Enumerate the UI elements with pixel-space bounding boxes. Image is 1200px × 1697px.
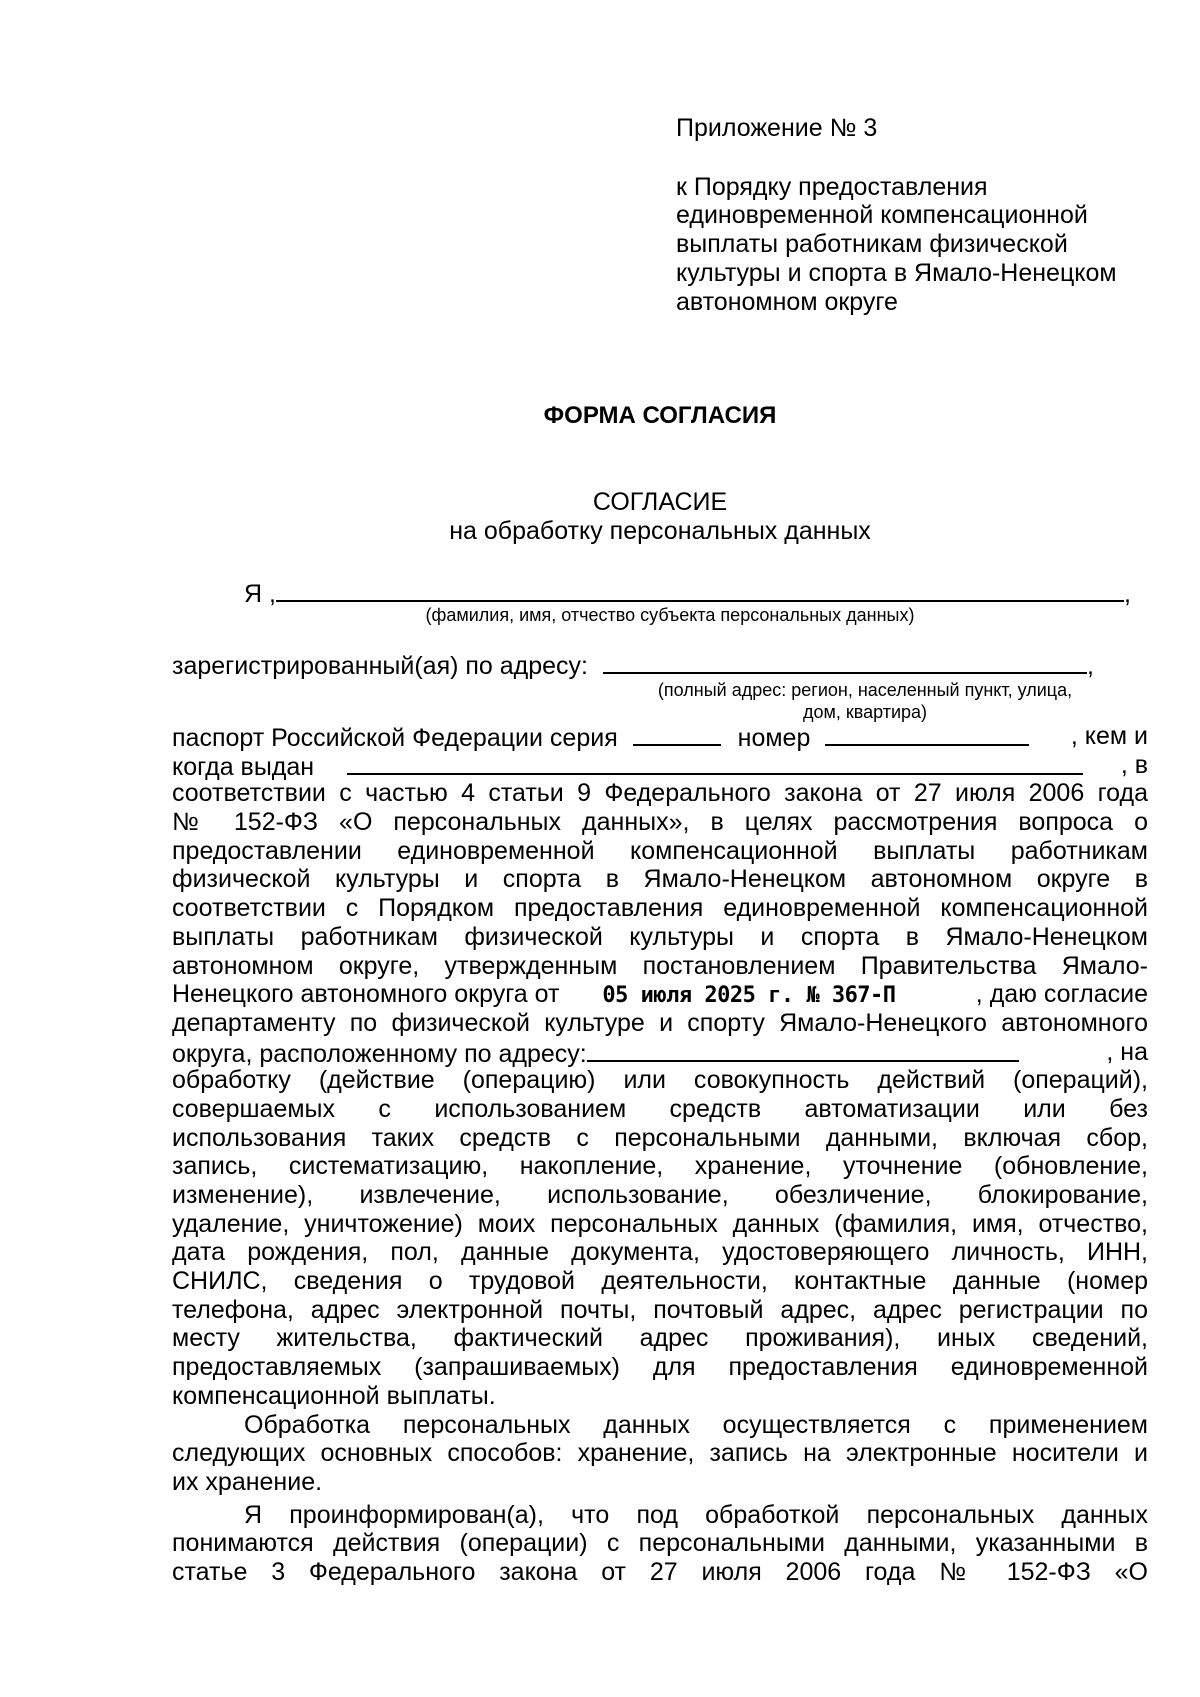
department-address-blank[interactable] xyxy=(587,1038,1019,1062)
consent-heading xyxy=(330,488,990,546)
passport-issuer-blank[interactable] xyxy=(347,751,1083,775)
decree-stamp: 05 июля 2025 г. № 367-П xyxy=(602,983,896,1009)
fio-suffix: , xyxy=(1123,580,1131,608)
passport-issued-by-label: , кем и xyxy=(1070,722,1148,750)
body-line: физической культуры и спорта в Ямало-Ненецком автономном округе в xyxy=(172,865,1148,894)
passport-line-end: , в xyxy=(1120,750,1148,779)
passport-series-blank[interactable] xyxy=(633,722,721,746)
body-line: удаление, уничтожение) моих персональных данных (фамилия, имя, отчество, xyxy=(172,1209,1148,1238)
body-line: изменение), извлечение, использование, обезличение, блокирование, xyxy=(172,1181,1148,1209)
body-line: дата рождения, пол, данные документа, удостоверяющего личность, ИНН, xyxy=(172,1238,1148,1267)
body-line: соответствии с частью 4 статьи 9 Федерального закона от 27 июля 2006 года xyxy=(172,779,1148,808)
body-line: предоставлении единовременной компенсационной выплаты работникам xyxy=(172,836,1148,865)
body-line: компенсационной выплаты. xyxy=(172,1381,496,1410)
appendix-line: автономном округе xyxy=(676,287,898,316)
consent-subtitle: на обработку персональных данных xyxy=(449,517,871,545)
registered-label: зарегистрированный(ая) по адресу: xyxy=(172,652,589,680)
address-caption xyxy=(620,679,1110,723)
passport-line-2 xyxy=(172,751,1148,780)
body-line: следующих основных способов: хранение, запись на электронные носители и xyxy=(172,1439,1148,1468)
body-line: Я проинформирован(а), что под обработкой персональных данных xyxy=(244,1500,1148,1529)
registered-address-blank[interactable] xyxy=(603,650,1087,674)
consent-body xyxy=(172,722,1148,1587)
body-line: автономном округе, утвержденным постановлением Правительства Ямало- xyxy=(172,951,1148,980)
body-line: статье 3 Федерального закона от 27 июля 2006 года № 152-ФЗ «О xyxy=(172,1557,1148,1586)
body-line: запись, систематизацию, накопление, хранение, уточнение (обновление, xyxy=(172,1152,1148,1181)
department-address-line xyxy=(172,1038,1148,1067)
passport-number-label: номер xyxy=(737,724,811,752)
appendix-line: к Порядку предоставления xyxy=(676,172,988,201)
appendix-block xyxy=(676,114,1156,316)
body-line: предоставляемых (запрашиваемых) для предоставления единовременной xyxy=(172,1353,1148,1382)
department-address-prefix: округа, расположенному по адресу: xyxy=(172,1039,587,1068)
form-title: ФОРМА СОГЛАСИЯ xyxy=(543,402,777,429)
passport-issued-when-label: когда выдан xyxy=(172,752,315,781)
decree-line xyxy=(172,980,1148,1009)
passport-number-blank[interactable] xyxy=(825,722,1029,746)
fio-blank[interactable] xyxy=(276,578,1124,602)
decree-prefix: Ненецкого автономного округа от xyxy=(172,980,560,1009)
appendix-line: культуры и спорта в Ямало-Ненецком xyxy=(676,258,1117,287)
body-line: соответствии с Порядком предоставления единовременной компенсационной xyxy=(172,894,1148,923)
appendix-line: выплаты работникам физической xyxy=(676,230,1068,259)
body-line: обработку (действие (операцию) или совокупность действий (операций), xyxy=(172,1066,1148,1095)
body-line: Обработка персональных данных осуществляется с применением xyxy=(244,1410,1148,1439)
body-line: месту жительства, фактический адрес проживания), иных сведений, xyxy=(172,1324,1148,1353)
body-line: выплаты работникам физической культуры и спорта в Ямало-Ненецком xyxy=(172,922,1148,951)
appendix-line: единовременной компенсационной xyxy=(676,201,1088,230)
body-line: понимаются действия (операции) с персональными данными, указанными в xyxy=(172,1529,1148,1558)
registered-suffix: , xyxy=(1086,652,1094,680)
registered-row xyxy=(172,650,1094,681)
body-line: совершаемых с использованием средств автоматизации или без xyxy=(172,1094,1148,1123)
appendix-number: Приложение № 3 xyxy=(676,114,878,142)
consent-title: СОГЛАСИЕ xyxy=(592,488,728,516)
body-line: департаменту по физической культуре и спорту Ямало-Ненецкого автономного xyxy=(172,1008,1148,1037)
address-caption-line: (полный адрес: регион, населенный пункт, улица, xyxy=(657,680,1073,700)
passport-label: паспорт Российской Федерации серия xyxy=(172,724,618,752)
body-line: использования таких средств с персональными данными, включая сбор, xyxy=(172,1123,1148,1152)
fio-prefix: Я , xyxy=(244,580,276,608)
address-caption-line: дом, квартира) xyxy=(802,702,928,722)
body-line: СНИЛС, сведения о трудовой деятельности, контактные данные (номер xyxy=(172,1267,1148,1296)
fio-caption: (фамилия, имя, отчество субъекта персональных данных) xyxy=(425,605,915,625)
body-line: № 152-ФЗ «О персональных данных», в целях рассмотрения вопроса о xyxy=(172,808,1148,837)
body-line: телефона, адрес электронной почты, почтовый адрес, адрес регистрации по xyxy=(172,1295,1148,1324)
appendix-description xyxy=(676,173,1156,317)
body-line: их хранение. xyxy=(172,1467,323,1496)
passport-line-1 xyxy=(172,722,1148,751)
decree-suffix: , даю согласие xyxy=(975,980,1148,1009)
department-address-suffix: , на xyxy=(1106,1037,1148,1066)
